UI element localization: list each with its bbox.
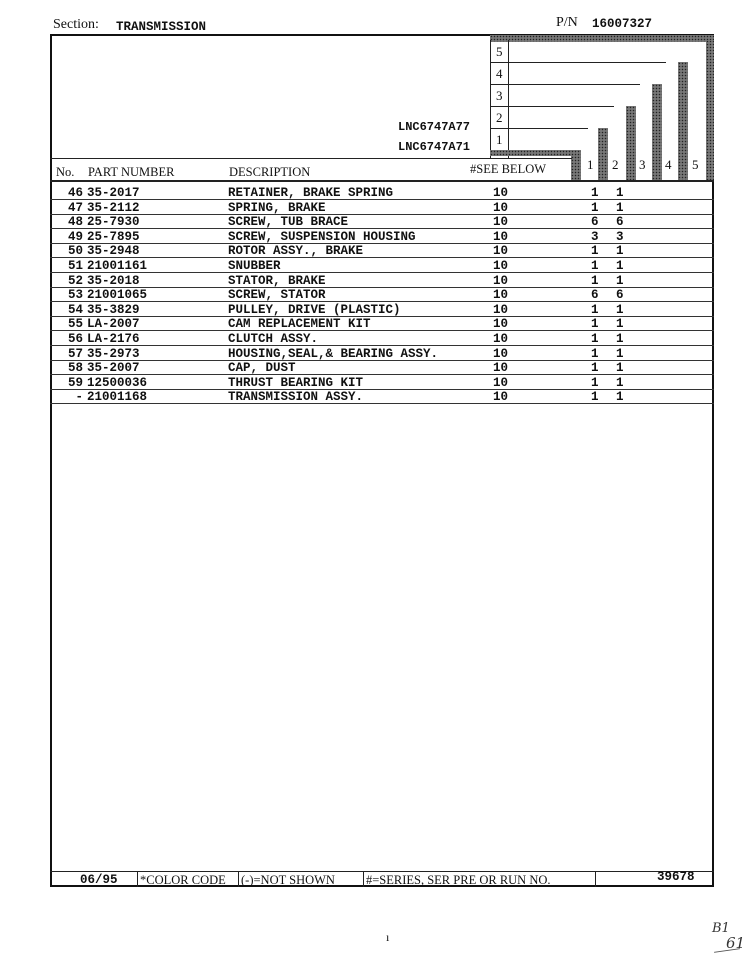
row-qty-1: 1 bbox=[591, 186, 599, 200]
footer-top-rule bbox=[50, 871, 714, 872]
row-part-number: 35-2017 bbox=[87, 186, 140, 200]
row-series: 10 bbox=[493, 273, 509, 288]
series-stair-4 bbox=[652, 84, 662, 180]
row-description: THRUST BEARING KIT bbox=[228, 375, 364, 390]
row-description: PULLEY, DRIVE (PLASTIC) bbox=[228, 302, 401, 317]
section-label: Section: bbox=[53, 17, 99, 32]
header-bottom-rule bbox=[50, 180, 714, 182]
row-qty-2: 1 bbox=[616, 346, 624, 361]
row-description: SPRING, BRAKE bbox=[228, 200, 326, 215]
row-qty-2: 1 bbox=[616, 375, 624, 390]
row-series: 10 bbox=[493, 317, 509, 332]
row-series: 10 bbox=[493, 346, 509, 361]
row-part-number: LA-2007 bbox=[87, 317, 140, 332]
row-number: 50 bbox=[67, 244, 83, 259]
series-rule-2 bbox=[490, 128, 588, 129]
row-series: 10 bbox=[493, 200, 509, 215]
section-value: TRANSMISSION bbox=[116, 20, 207, 34]
row-number: 55 bbox=[67, 317, 83, 332]
part-number-label: P/N bbox=[556, 15, 578, 30]
row-number: 52 bbox=[67, 273, 83, 288]
footer-doc-number: 39678 bbox=[657, 870, 695, 884]
series-number-1: 1 bbox=[496, 132, 503, 147]
row-qty-2: 1 bbox=[616, 259, 624, 273]
row-qty-2: 1 bbox=[616, 332, 624, 346]
series-number-4: 4 bbox=[496, 66, 503, 81]
row-part-number: 35-3829 bbox=[87, 302, 140, 317]
col-header-description: DESCRIPTION bbox=[229, 165, 311, 179]
row-part-number: 21001161 bbox=[87, 259, 148, 273]
footer-date: 06/95 bbox=[80, 873, 118, 887]
series-box-divider bbox=[508, 40, 509, 158]
row-description: SCREW, SUSPENSION HOUSING bbox=[228, 229, 416, 244]
row-qty-1: 1 bbox=[591, 259, 599, 273]
series-stair-5 bbox=[678, 62, 688, 180]
row-qty-1: 3 bbox=[591, 229, 599, 244]
row-series: 10 bbox=[493, 186, 509, 200]
row-qty-1: 1 bbox=[591, 390, 599, 405]
row-divider bbox=[50, 403, 714, 404]
row-part-number: 25-7895 bbox=[87, 229, 140, 244]
row-description: RETAINER, BRAKE SPRING bbox=[228, 186, 394, 200]
row-qty-2: 6 bbox=[616, 215, 624, 230]
row-qty-1: 6 bbox=[591, 215, 599, 230]
col-header-qty-5: 5 bbox=[692, 157, 699, 172]
row-qty-2: 1 bbox=[616, 361, 624, 376]
row-series: 10 bbox=[493, 259, 509, 273]
model-number-a71: LNC6747A71 bbox=[398, 140, 471, 154]
col-header-no: No. bbox=[56, 165, 75, 179]
handwritten-note-bottom: 61 bbox=[726, 934, 746, 952]
footer-divider-4 bbox=[595, 871, 596, 887]
handwritten-note-top: B1 bbox=[712, 921, 730, 936]
series-stair-2 bbox=[598, 128, 608, 180]
row-series: 10 bbox=[493, 375, 509, 390]
series-rule-4 bbox=[490, 84, 640, 85]
row-qty-1: 6 bbox=[591, 288, 599, 303]
row-qty-1: 1 bbox=[591, 375, 599, 390]
row-number: 47 bbox=[67, 200, 83, 215]
row-number: 54 bbox=[67, 302, 83, 317]
row-number: 46 bbox=[67, 186, 83, 200]
row-part-number: 25-7930 bbox=[87, 215, 140, 230]
series-bottom-bar bbox=[490, 150, 580, 156]
row-qty-1: 1 bbox=[591, 317, 599, 332]
row-qty-2: 6 bbox=[616, 288, 624, 303]
col-header-qty-3: 3 bbox=[639, 157, 646, 172]
part-number-value: 16007327 bbox=[592, 17, 653, 31]
row-series: 10 bbox=[493, 390, 509, 405]
row-qty-2: 1 bbox=[616, 317, 624, 332]
col-header-part-number: PART NUMBER bbox=[88, 165, 175, 179]
header-top-rule bbox=[50, 158, 572, 159]
row-part-number: 12500036 bbox=[87, 375, 148, 390]
row-series: 10 bbox=[493, 302, 509, 317]
row-qty-2: 1 bbox=[616, 244, 624, 259]
center-page-mark: ı bbox=[386, 930, 390, 944]
row-number: 48 bbox=[67, 215, 83, 230]
series-rule-5 bbox=[490, 62, 666, 63]
row-description: HOUSING,SEAL,& BEARING ASSY. bbox=[228, 346, 439, 361]
row-qty-1: 1 bbox=[591, 302, 599, 317]
row-number: 59 bbox=[67, 375, 83, 390]
series-rule-3 bbox=[490, 106, 614, 107]
row-qty-1: 1 bbox=[591, 346, 599, 361]
row-number: 51 bbox=[67, 259, 83, 273]
col-header-qty-2: 2 bbox=[612, 157, 619, 172]
series-stair-right bbox=[706, 40, 714, 180]
footer-divider-2 bbox=[238, 871, 239, 887]
series-top-bar bbox=[490, 35, 714, 42]
footer-not-shown: (-)=NOT SHOWN bbox=[241, 873, 335, 887]
footer-series-note: #=SERIES, SER PRE OR RUN NO. bbox=[366, 873, 551, 887]
row-part-number: 21001065 bbox=[87, 288, 148, 303]
series-number-2: 2 bbox=[496, 110, 503, 125]
row-qty-2: 1 bbox=[616, 302, 624, 317]
row-number: 58 bbox=[67, 361, 83, 376]
footer-color-code: *COLOR CODE bbox=[140, 873, 226, 887]
row-part-number: 35-2007 bbox=[87, 361, 140, 376]
row-number: 57 bbox=[67, 346, 83, 361]
footer-divider-1 bbox=[137, 871, 138, 887]
row-qty-1: 1 bbox=[591, 244, 599, 259]
row-description: STATOR, BRAKE bbox=[228, 273, 326, 288]
row-series: 10 bbox=[493, 332, 509, 346]
col-header-qty-1: 1 bbox=[587, 157, 594, 172]
row-description: SCREW, STATOR bbox=[228, 288, 326, 303]
row-part-number: 35-2112 bbox=[87, 200, 140, 215]
row-series: 10 bbox=[493, 229, 509, 244]
row-description: CAM REPLACEMENT KIT bbox=[228, 317, 371, 332]
row-description: CLUTCH ASSY. bbox=[228, 332, 319, 346]
row-series: 10 bbox=[493, 288, 509, 303]
row-series: 10 bbox=[493, 244, 509, 259]
row-description: CAP, DUST bbox=[228, 361, 296, 376]
row-description: SNUBBER bbox=[228, 259, 281, 273]
model-number-a77: LNC6747A77 bbox=[398, 120, 471, 134]
row-part-number: LA-2176 bbox=[87, 332, 140, 346]
row-part-number: 35-2973 bbox=[87, 346, 140, 361]
row-part-number: 21001168 bbox=[87, 390, 148, 405]
row-qty-1: 1 bbox=[591, 200, 599, 215]
row-number: 56 bbox=[67, 332, 83, 346]
row-description: SCREW, TUB BRACE bbox=[228, 215, 349, 230]
row-qty-2: 3 bbox=[616, 229, 624, 244]
row-qty-2: 1 bbox=[616, 200, 624, 215]
row-qty-1: 1 bbox=[591, 361, 599, 376]
row-qty-1: 1 bbox=[591, 332, 599, 346]
row-qty-2: 1 bbox=[616, 186, 624, 200]
row-series: 10 bbox=[493, 215, 509, 230]
series-number-5: 5 bbox=[496, 44, 503, 59]
series-stair-3 bbox=[626, 106, 636, 180]
row-qty-2: 1 bbox=[616, 273, 624, 288]
row-description: TRANSMISSION ASSY. bbox=[228, 390, 364, 405]
row-qty-1: 1 bbox=[591, 273, 599, 288]
row-number: - bbox=[75, 390, 83, 405]
series-number-3: 3 bbox=[496, 88, 503, 103]
row-number: 53 bbox=[67, 288, 83, 303]
col-header-qty-4: 4 bbox=[665, 157, 672, 172]
col-header-see-below: #SEE BELOW bbox=[470, 162, 547, 176]
footer-divider-3 bbox=[363, 871, 364, 887]
row-number: 49 bbox=[67, 229, 83, 244]
row-description: ROTOR ASSY., BRAKE bbox=[228, 244, 364, 259]
row-part-number: 35-2018 bbox=[87, 273, 140, 288]
series-box-left-line bbox=[490, 40, 491, 158]
row-series: 10 bbox=[493, 361, 509, 376]
row-part-number: 35-2948 bbox=[87, 244, 140, 259]
row-qty-2: 1 bbox=[616, 390, 624, 405]
